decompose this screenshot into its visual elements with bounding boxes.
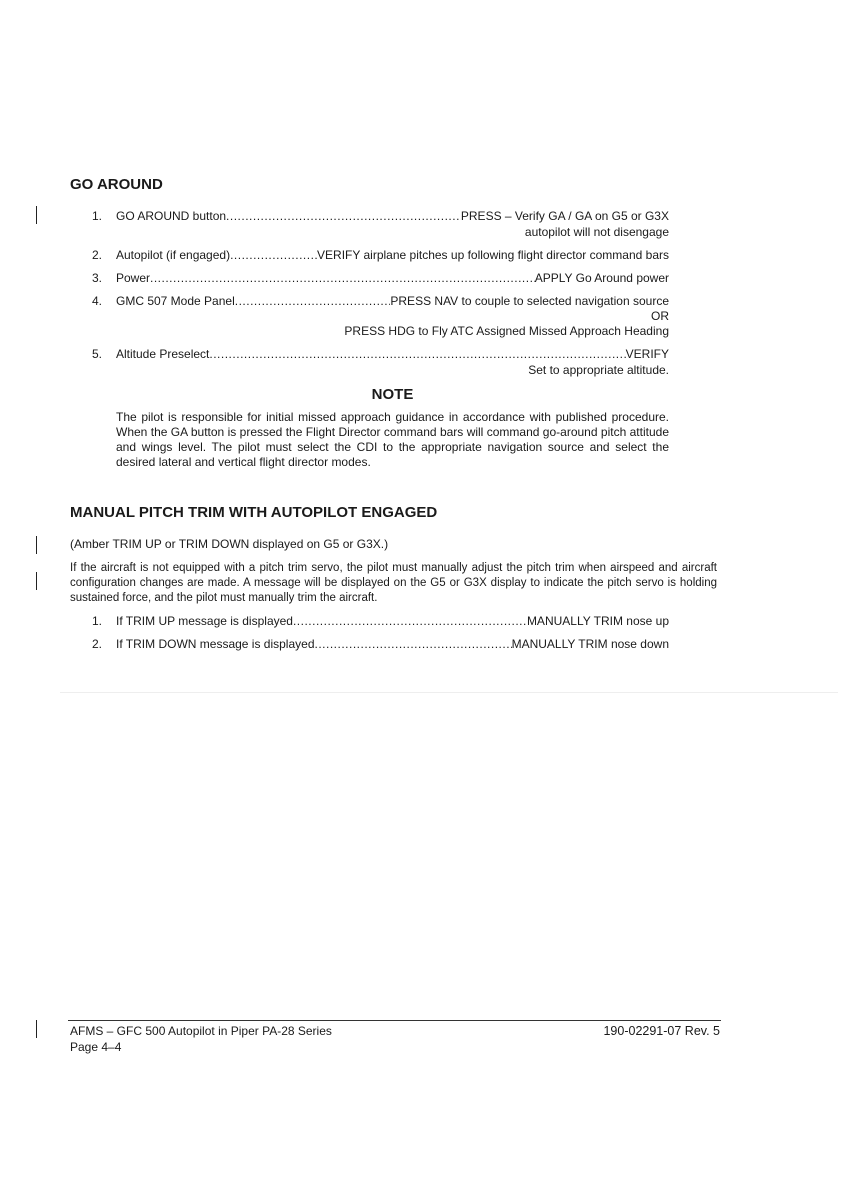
step-action: MANUALLY TRIM nose down — [511, 637, 669, 651]
leader-dots — [226, 209, 461, 224]
step-number: 4. — [92, 294, 103, 308]
leader-dots — [209, 347, 625, 362]
step-row — [92, 614, 669, 629]
step-row — [92, 248, 669, 263]
step-action: PRESS – Verify GA / GA on G5 or G3X — [460, 209, 669, 223]
trim-paragraph: If the aircraft is not equipped with a pitch trim servo, the pilot must manually adjust the pitch trim when airspeed and aircraft configuration changes are made. A message will be displayed on the G5 or G3X display to indicate the pitch servo is holding sustained force, and the pilot must manually trim the aircraft. — [70, 562, 717, 604]
step-label: If TRIM UP message is displayed — [116, 614, 293, 628]
step-number: 1. — [92, 209, 103, 223]
note-title: NOTE — [371, 386, 414, 403]
section-heading-manual-trim: MANUAL PITCH TRIM WITH AUTOPILOT ENGAGED — [70, 504, 438, 521]
change-bar — [36, 206, 37, 224]
step-action: APPLY Go Around power — [534, 271, 669, 285]
leader-dots — [230, 248, 317, 263]
step-label: GMC 507 Mode Panel — [116, 294, 235, 308]
footer-title: AFMS – GFC 500 Autopilot in Piper PA-28 Series — [70, 1024, 332, 1038]
section-subtitle: (Amber TRIM UP or TRIM DOWN displayed on G5 or G3X.) — [70, 537, 389, 551]
section-heading-go-around: GO AROUND — [70, 176, 163, 193]
step-number: 2. — [92, 637, 103, 651]
step-label: Autopilot (if engaged) — [116, 248, 231, 262]
step-continuation: autopilot will not disengage — [524, 225, 669, 239]
leader-dots — [150, 271, 535, 286]
leader-dots — [315, 637, 512, 652]
step-label: Altitude Preselect — [116, 347, 210, 361]
step-number: 2. — [92, 248, 103, 262]
step-row — [92, 637, 669, 652]
footer-page: Page 4–4 — [70, 1040, 122, 1054]
step-row — [92, 209, 669, 224]
step-row — [92, 271, 669, 286]
step-continuation: Set to appropriate altitude. — [528, 363, 669, 377]
change-bar — [36, 536, 37, 554]
step-action: PRESS NAV to couple to selected navigation source — [390, 294, 669, 308]
step-action: VERIFY — [625, 347, 669, 361]
scan-line — [60, 692, 838, 693]
footer-rule — [68, 1020, 721, 1021]
step-action: MANUALLY TRIM nose up — [526, 614, 669, 628]
step-number: 3. — [92, 271, 103, 285]
change-bar — [36, 572, 37, 590]
leader-dots — [293, 614, 527, 629]
step-row — [92, 347, 669, 362]
step-label: Power — [116, 271, 151, 285]
step-action: VERIFY airplane pitches up following flight director command bars — [317, 248, 669, 262]
leader-dots — [235, 294, 391, 309]
change-bar — [36, 1020, 37, 1038]
step-number: 1. — [92, 614, 103, 628]
step-number: 5. — [92, 347, 103, 361]
note-text: The pilot is responsible for initial missed approach guidance in accordance with published procedure. When the GA button is pressed the Flight Director command bars will command go-around pitch attitude and wings level. The pilot must select the CDI to the appropriate navigation source and select the desired lateral and vertical flight director modes. — [116, 410, 669, 469]
step-label: GO AROUND button — [116, 209, 227, 223]
step-alternate: PRESS HDG to Fly ATC Assigned Missed Approach Heading — [344, 324, 669, 338]
step-label: If TRIM DOWN message is displayed — [116, 637, 315, 651]
step-or: OR — [651, 309, 669, 323]
footer-doc-number: 190-02291-07 Rev. 5 — [603, 1024, 720, 1038]
step-row — [92, 294, 669, 309]
